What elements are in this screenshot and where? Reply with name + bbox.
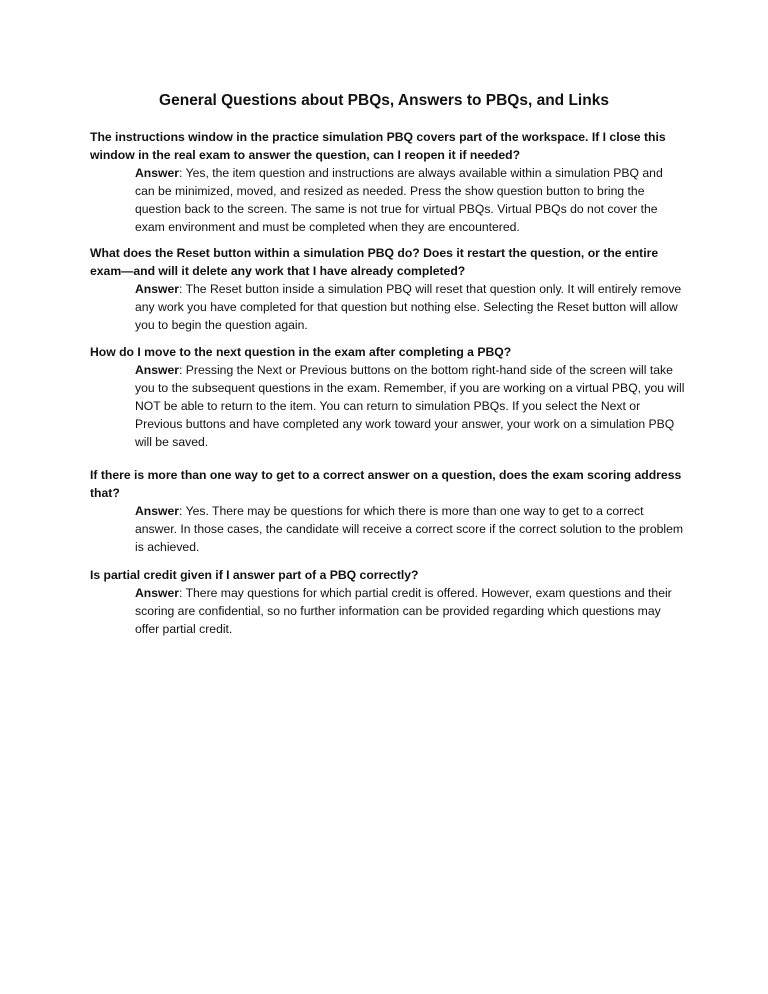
faq-question: If there is more than one way to get to a correct answer on a question, does the exam scoring address that? [90,468,682,500]
answer-label: Answer [135,504,180,518]
faq-item [90,466,690,556]
page-title: General Questions about PBQs, Answers to PBQs, and Links [159,92,609,109]
answer-label: Answer [135,363,180,377]
answer-label: Answer [135,282,180,296]
answer-label: Answer [135,166,180,180]
faq-item [90,343,690,451]
faq-answer [135,280,685,334]
faq-answer [135,164,685,236]
faq-question: The instructions window in the practice simulation PBQ covers part of the workspace. If I close this window in the real exam to answer the question, can I reopen it if needed? [90,130,666,162]
faq-item [90,244,690,334]
faq-answer [135,361,685,451]
faq-item [90,128,690,236]
faq-question: What does the Reset button within a simulation PBQ do? Does it restart the question, or the entire exam—and will it delete any work that I have already completed? [90,246,659,278]
answer-label: Answer [135,586,180,600]
faq-answer [135,584,685,638]
faq-question: How do I move to the next question in the exam after completing a PBQ? [90,345,512,359]
faq-answer [135,502,685,556]
faq-answer-text: : Pressing the Next or Previous buttons on the bottom right-hand side of the screen will take you to the subsequent questions in the exam. Remember, if you are working on a virtual PBQ, you will NOT be able to return to the item. You can return to simulation PBQs. If you select the Next or Previous buttons and have completed any work toward your answer, your work on a simulation PBQ will be saved. [135,363,685,449]
faq-answer-text: : Yes, the item question and instructions are always available within a simulation PBQ and can be minimized, moved, and resized as needed. Press the show question button to bring the question back to the screen. The same is not true for virtual PBQs. Virtual PBQs do not cover the exam environment and must be completed when they are encountered. [135,166,663,234]
faq-question: Is partial credit given if I answer part of a PBQ correctly? [90,568,419,582]
faq-answer-text: : There may questions for which partial credit is offered. However, exam questions and their scoring are confidential, so no further information can be provided regarding which questions may offer partial credit. [135,586,672,636]
faq-item [90,566,690,638]
faq-answer-text: : The Reset button inside a simulation PBQ will reset that question only. It will entirely remove any work you have completed for that question but nothing else. Selecting the Reset button will allow you to begin the question again. [135,282,682,332]
faq-answer-text: : Yes. There may be questions for which there is more than one way to get to a correct answer. In those cases, the candidate will receive a correct score if the correct solution to the problem is achieved. [135,504,684,554]
